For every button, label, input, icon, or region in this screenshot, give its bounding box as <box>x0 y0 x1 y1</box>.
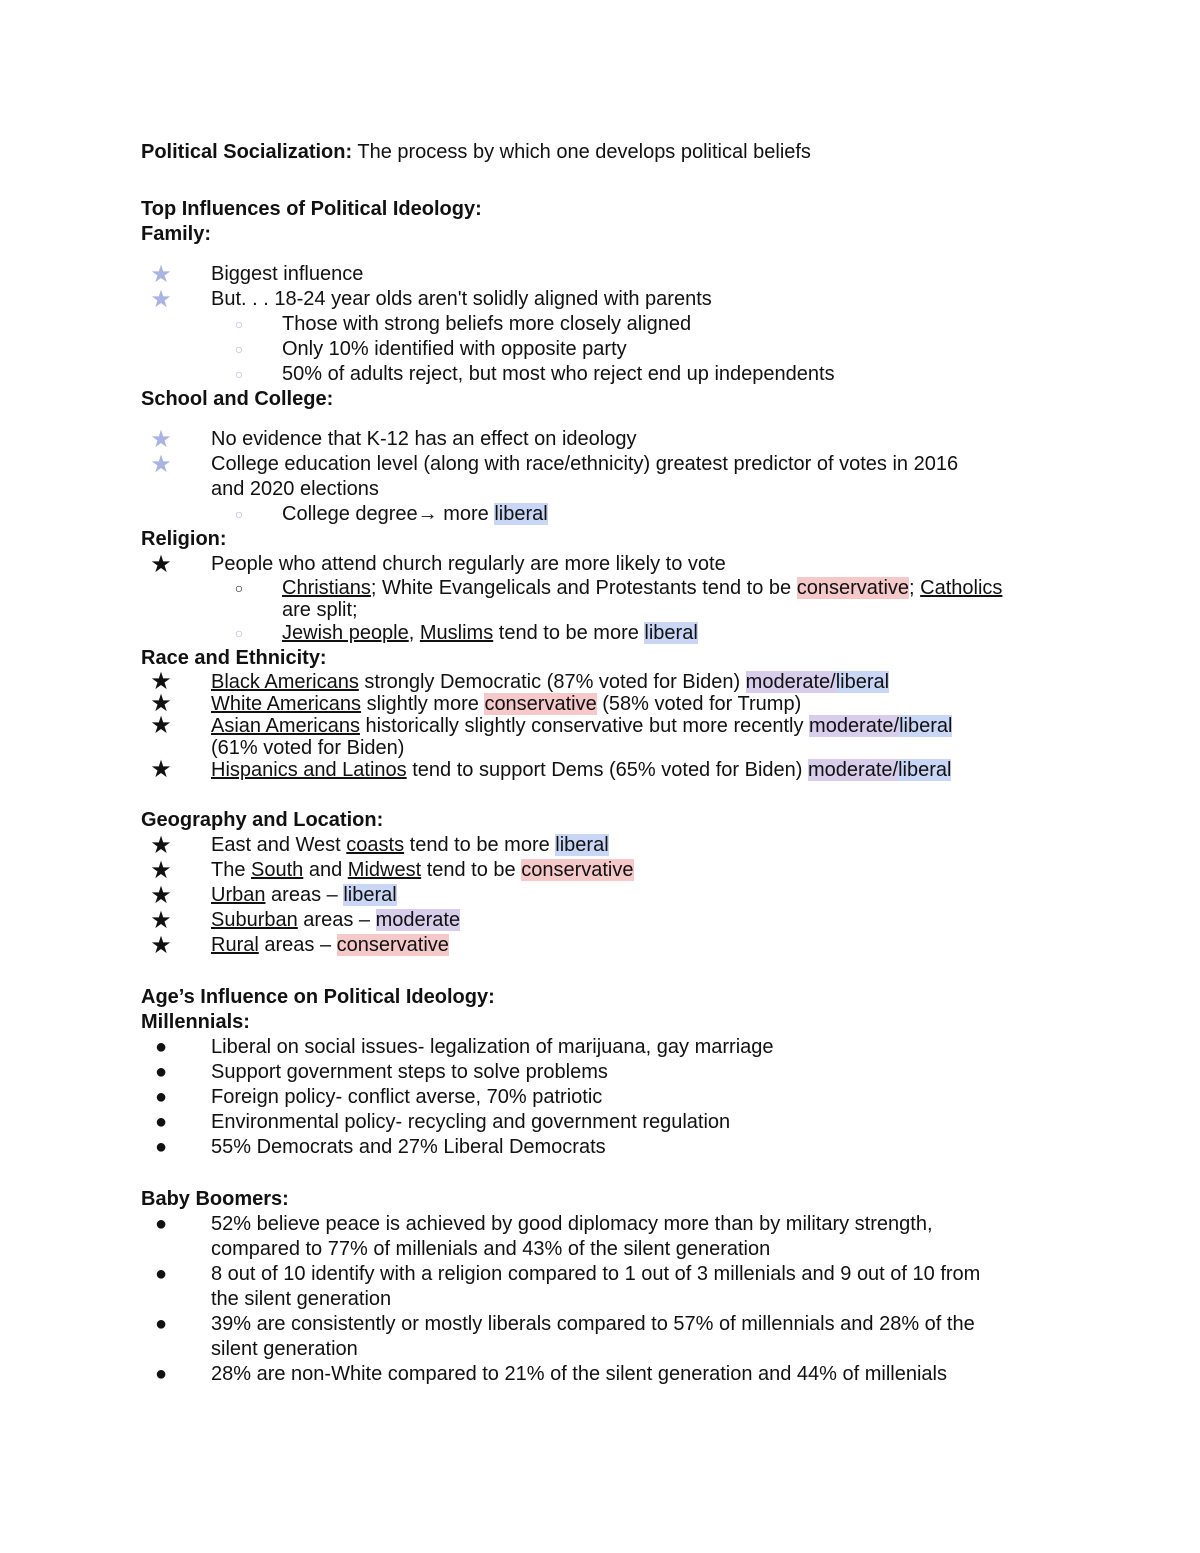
list-item: ○ College degree→ more liberal <box>141 502 1081 527</box>
race-heading: Race and Ethnicity: <box>141 647 327 669</box>
star-icon: ★ <box>150 907 172 934</box>
star-icon: ★ <box>150 832 172 859</box>
list-item: ○ Only 10% identified with opposite party <box>141 337 1081 362</box>
star-icon: ★ <box>150 426 172 453</box>
intro-line <box>141 140 1081 165</box>
list-item: ● Foreign policy- conflict averse, 70% patriotic <box>141 1085 1081 1110</box>
star-icon: ★ <box>150 551 172 578</box>
list-item: ● Support government steps to solve problems <box>141 1060 1081 1085</box>
list-item: ○ 50% of adults reject, but most who reject end up independents <box>141 362 1081 387</box>
list-item: ★ Asian Americans historically slightly conservative but more recently moderate/liberal (61% voted for Biden) <box>141 715 1081 759</box>
school-heading: School and College: <box>141 388 334 410</box>
list-item: ★ No evidence that K-12 has an effect on ideology <box>141 427 1081 452</box>
list-item: ★ Urban areas – liberal <box>141 883 1081 908</box>
dot-bullet-icon: ● <box>154 1061 168 1083</box>
intro-definition: The process by which one develops political beliefs <box>352 141 811 163</box>
star-icon: ★ <box>150 756 172 783</box>
millennials-list <box>141 1035 1081 1160</box>
dot-bullet-icon: ● <box>154 1036 168 1058</box>
star-icon: ★ <box>150 932 172 959</box>
list-item: ★ People who attend church regularly are more likely to vote <box>141 552 1081 577</box>
star-icon: ★ <box>150 857 172 884</box>
list-item: ★ Rural areas – conservative <box>141 933 1081 958</box>
list-item: ★ But. . . 18-24 year olds aren't solidly aligned with parents <box>141 287 1081 312</box>
star-icon: ★ <box>150 668 172 695</box>
list-item: ★ Biggest influence <box>141 262 1081 287</box>
circle-bullet-icon: ○ <box>234 506 244 522</box>
circle-bullet-icon: ○ <box>234 316 244 332</box>
liberal-highlight: liberal <box>494 503 548 525</box>
circle-bullet-icon: ○ <box>234 625 244 641</box>
list-item: ★ College education level (along with race/ethnicity) greatest predictor of votes in 2016 and 2020 elections <box>141 452 1081 502</box>
dot-bullet-icon: ● <box>154 1086 168 1108</box>
list-item: ● 52% believe peace is achieved by good diplomacy more than by military strength, compared to 77% of millenials and 43% of the silent generation <box>141 1212 1081 1262</box>
circle-bullet-icon: ○ <box>234 580 244 596</box>
list-item: ● Liberal on social issues- legalization of marijuana, gay marriage <box>141 1035 1081 1060</box>
list-item: ● 8 out of 10 identify with a religion compared to 1 out of 3 millenials and 9 out of 10 from the silent generation <box>141 1262 1081 1312</box>
dot-bullet-icon: ● <box>154 1313 168 1335</box>
conservative-highlight: conservative <box>796 577 910 599</box>
intro-term: Political Socialization: <box>141 141 353 163</box>
millennials-heading: Millennials: <box>141 1011 250 1033</box>
document-page <box>141 140 1081 1387</box>
star-icon: ★ <box>150 690 172 717</box>
star-icon: ★ <box>150 712 172 739</box>
dot-bullet-icon: ● <box>154 1111 168 1133</box>
dot-bullet-icon: ● <box>154 1263 168 1285</box>
dot-bullet-icon: ● <box>154 1363 168 1385</box>
star-icon: ★ <box>150 286 172 313</box>
top-influences-heading: Top Influences of Political Ideology: <box>141 198 482 220</box>
list-item: ★ Hispanics and Latinos tend to support Dems (65% voted for Biden) moderate/liberal <box>141 759 1081 781</box>
baby-boomers-heading: Baby Boomers: <box>141 1188 289 1210</box>
star-icon: ★ <box>150 451 172 478</box>
circle-bullet-icon: ○ <box>234 366 244 382</box>
list-item: ★ East and West coasts tend to be more liberal <box>141 833 1081 858</box>
list-item: ★ The South and Midwest tend to be conservative <box>141 858 1081 883</box>
list-item: ○ Christians; White Evangelicals and Protestants tend to be conservative; Catholics are split; <box>141 577 1081 621</box>
list-item: ● 39% are consistently or mostly liberals compared to 57% of millennials and 28% of the silent generation <box>141 1312 1081 1362</box>
family-list <box>141 262 1081 387</box>
list-item: ★ White Americans slightly more conservative (58% voted for Trump) <box>141 693 1081 715</box>
liberal-highlight: liberal <box>644 622 698 644</box>
school-list <box>141 427 1081 527</box>
star-icon: ★ <box>150 261 172 288</box>
religion-list <box>141 552 1081 646</box>
dot-bullet-icon: ● <box>154 1213 168 1235</box>
family-heading: Family: <box>141 223 212 245</box>
dot-bullet-icon: ● <box>154 1136 168 1158</box>
geography-list <box>141 833 1081 958</box>
list-item: ● 55% Democrats and 27% Liberal Democrats <box>141 1135 1081 1160</box>
circle-bullet-icon: ○ <box>234 341 244 357</box>
list-item: ○ Jewish people, Muslims tend to be more liberal <box>141 621 1081 646</box>
race-list <box>141 668 1081 783</box>
age-heading: Age’s Influence on Political Ideology: <box>141 986 495 1008</box>
list-item: ○ Those with strong beliefs more closely aligned <box>141 312 1081 337</box>
star-icon: ★ <box>150 882 172 909</box>
baby-boomers-list <box>141 1212 1081 1387</box>
list-item: ★ Suburban areas – moderate <box>141 908 1081 933</box>
list-item: ● 28% are non-White compared to 21% of the silent generation and 44% of millenials <box>141 1362 1081 1387</box>
list-item: ★ Black Americans strongly Democratic (87% voted for Biden) moderate/liberal <box>141 671 1081 693</box>
list-item: ● Environmental policy- recycling and government regulation <box>141 1110 1081 1135</box>
geography-heading: Geography and Location: <box>141 809 384 831</box>
religion-heading: Religion: <box>141 528 227 550</box>
